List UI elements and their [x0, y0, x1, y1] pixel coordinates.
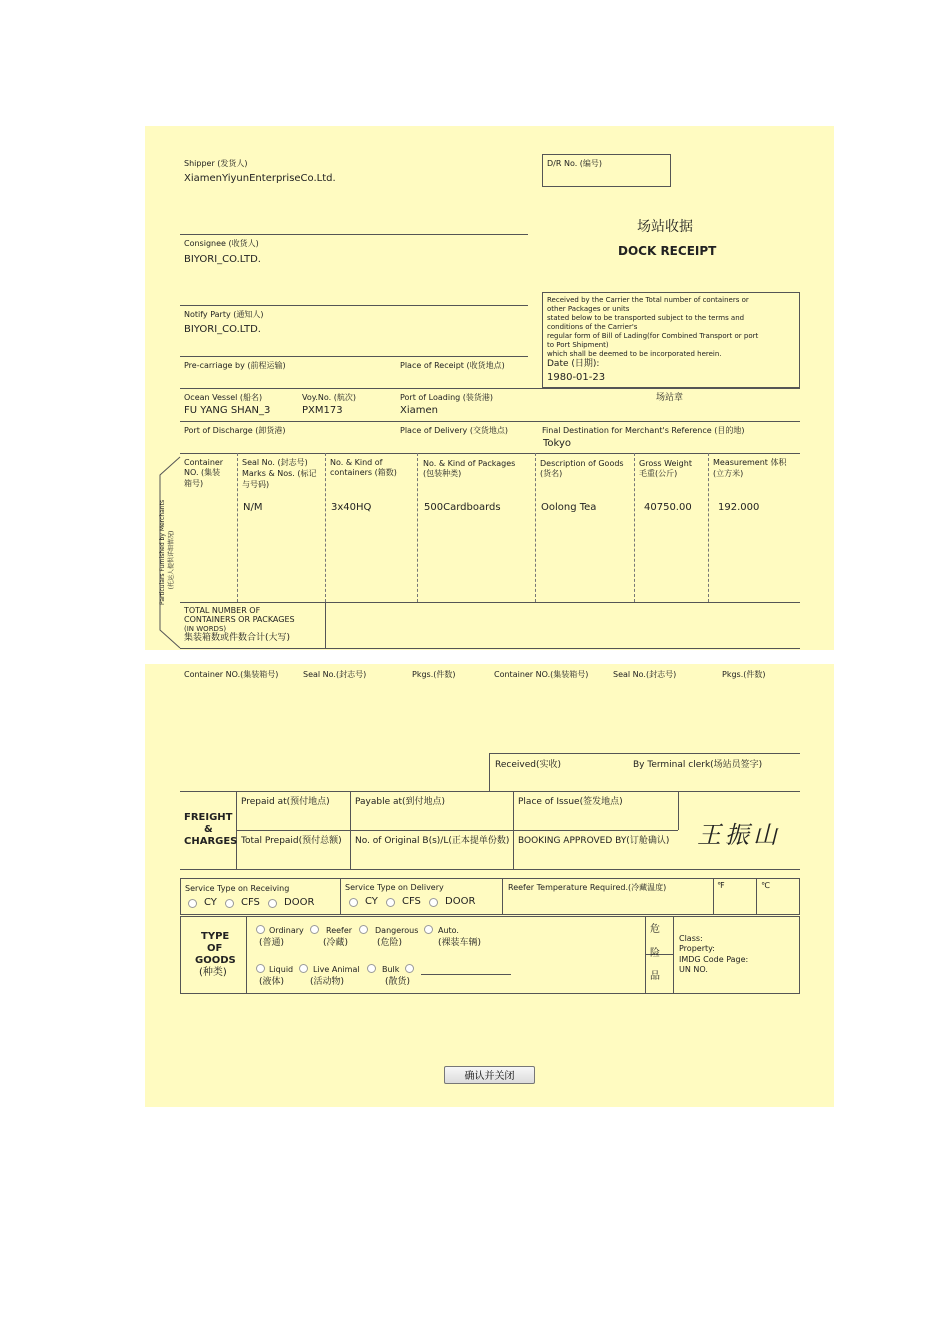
dangerous-label: Dangerous — [375, 926, 419, 935]
hdr-seal-no-2: Marks & Nos. (标记 — [242, 469, 317, 478]
receiving-door-radio[interactable] — [268, 899, 277, 908]
type-label-2: OF — [207, 943, 223, 954]
place-of-receipt-label: Place of Receipt (收货地点) — [400, 361, 505, 370]
liquid-radio[interactable] — [256, 964, 265, 973]
service-delivery-label: Service Type on Delivery — [345, 883, 444, 892]
hdr-description-1: Description of Goods — [540, 459, 624, 468]
column-divider — [325, 453, 326, 602]
ocean-vessel-value: FU YANG SHAN_3 — [184, 405, 271, 416]
unit-celsius: ℃ — [761, 881, 770, 890]
side-note-line-2: (托运人提供详细情况) — [168, 530, 175, 590]
cargo-packages: 500Cardboards — [424, 502, 501, 513]
column-divider — [713, 878, 714, 915]
un-no-label: UN NO. — [679, 965, 708, 974]
cargo-gross-weight: 40750.00 — [644, 502, 692, 513]
column-divider — [708, 453, 709, 602]
hdr-packages-2: (包装种类) — [423, 469, 462, 478]
danger-char-2: 险 — [650, 948, 660, 959]
station-stamp-label: 场站章 — [656, 393, 684, 403]
divider — [180, 869, 800, 870]
terms-line-7: which shall be deemed to be incorporated herein. — [547, 350, 722, 358]
column-divider — [634, 453, 635, 602]
container-no-col-2: Container NO.(集装箱号) — [494, 670, 589, 679]
hdr-gross-weight-1: Gross Weight — [639, 459, 692, 468]
auto-radio[interactable] — [424, 925, 433, 934]
divider — [180, 421, 800, 422]
danger-char-1: 危 — [650, 924, 660, 935]
terms-line-3: stated below to be transported subject to the terms and — [547, 314, 745, 322]
port-of-loading-label: Port of Loading (装货港) — [400, 393, 494, 402]
hdr-seal-no-1: Seal No. (封志号) — [242, 458, 308, 467]
receiving-cy-radio[interactable] — [188, 899, 197, 908]
bulk-cn-label: (散货) — [385, 977, 411, 987]
other-radio[interactable] — [405, 964, 414, 973]
reefer-label: Reefer — [326, 926, 353, 935]
notify-label: Notify Party (通知人) — [184, 310, 264, 319]
delivery-cfs-label: CFS — [402, 896, 421, 907]
port-of-loading-value: Xiamen — [400, 405, 438, 416]
received-label: Received(实收) — [495, 760, 561, 770]
reefer-temp-label: Reefer Temperature Required.(冷藏温度) — [508, 883, 667, 892]
divider — [180, 234, 528, 235]
pre-carriage-label: Pre-carriage by (前程运输) — [184, 361, 286, 370]
seal-no-col-1: Seal No.(封志号) — [303, 670, 367, 679]
delivery-cy-radio[interactable] — [349, 898, 358, 907]
divider — [180, 453, 800, 454]
booking-approved-label: BOOKING APPROVED BY(订舱确认) — [518, 836, 670, 846]
terms-line-1: Received by the Carrier the Total number of containers or — [547, 296, 749, 304]
divider — [180, 356, 528, 357]
pkgs-col-2: Pkgs.(件数) — [722, 670, 766, 679]
property-label: Property: — [679, 944, 715, 953]
freight-label-2: & — [204, 824, 213, 835]
final-destination-value: Tokyo — [543, 438, 571, 449]
hdr-no-containers-2: containers (箱数) — [330, 468, 397, 477]
receipt-date-label: Date (日期): — [547, 359, 600, 369]
hdr-description-2: (货名) — [540, 469, 563, 478]
delivery-door-radio[interactable] — [429, 898, 438, 907]
live-animal-radio[interactable] — [299, 964, 308, 973]
column-divider — [756, 878, 757, 915]
total-number-line-3: (IN WORDS) — [184, 625, 227, 633]
booking-signature: 王振山 — [697, 821, 781, 849]
ordinary-label: Ordinary — [269, 926, 304, 935]
column-divider — [535, 453, 536, 602]
receiving-cfs-radio[interactable] — [225, 899, 234, 908]
shipper-value: XiamenYiyunEnterpriseCo.Ltd. — [184, 173, 336, 184]
container-no-col-1: Container NO.(集装箱号) — [184, 670, 279, 679]
seal-no-col-2: Seal No.(封志号) — [613, 670, 677, 679]
hdr-container-no-1: Container — [184, 458, 224, 467]
hdr-container-no-2: NO. (集装 — [184, 468, 221, 477]
original-bl-label: No. of Original B(s)/L(正本提单份数) — [355, 836, 510, 846]
dr-no-label: D/R No. (编号) — [547, 159, 603, 168]
reefer-cn-label: (冷藏) — [323, 938, 349, 948]
freight-label-1: FREIGHT — [184, 812, 233, 823]
consignee-label: Consignee (收货人) — [184, 239, 259, 248]
side-note — [159, 499, 175, 605]
column-divider — [489, 753, 490, 791]
column-divider — [673, 916, 674, 994]
divider — [236, 830, 678, 831]
terms-line-2: other Packages or units — [547, 305, 630, 313]
terminal-clerk-label: By Terminal clerk(场站员签字) — [633, 760, 763, 770]
receiving-cfs-label: CFS — [241, 897, 260, 908]
column-divider — [645, 916, 646, 994]
ordinary-radio[interactable] — [256, 925, 265, 934]
danger-char-3: 品 — [650, 971, 660, 982]
divider — [180, 602, 800, 603]
reefer-radio[interactable] — [310, 925, 319, 934]
other-goods-line[interactable] — [421, 974, 511, 975]
divider — [180, 388, 800, 389]
prepaid-at-label: Prepaid at(预付地点) — [241, 797, 330, 807]
freight-label-3: CHARGES — [184, 836, 238, 847]
receiving-door-label: DOOR — [284, 897, 315, 908]
side-note-line-1: Particulars Furnished by Merchants — [159, 499, 166, 605]
column-divider — [325, 602, 326, 648]
hdr-gross-weight-2: 毛重(公斤) — [639, 469, 678, 478]
total-number-line-1: TOTAL NUMBER OF — [184, 606, 261, 615]
title-cn: 场站收据 — [637, 219, 693, 235]
bulk-label: Bulk — [382, 965, 400, 974]
auto-label: Auto. — [438, 926, 459, 935]
column-divider — [237, 453, 238, 602]
class-label: Class: — [679, 934, 703, 943]
hdr-seal-no-3: 与号码) — [242, 480, 270, 489]
hdr-packages-1: No. & Kind of Packages — [423, 459, 516, 468]
column-divider — [678, 791, 679, 830]
delivery-cfs-radio[interactable] — [386, 898, 395, 907]
place-of-issue-label: Place of Issue(签发地点) — [518, 797, 623, 807]
bulk-radio[interactable] — [367, 964, 376, 973]
voy-no-label: Voy.No. (航次) — [302, 393, 356, 402]
type-label-3: GOODS — [195, 955, 236, 966]
cargo-description: Oolong Tea — [541, 502, 597, 513]
live-animal-cn-label: (活动物) — [310, 977, 345, 987]
type-label-4: (种类) — [199, 967, 227, 978]
column-divider — [417, 453, 418, 602]
column-divider — [246, 916, 247, 994]
consignee-value: BIYORI_CO.LTD. — [184, 254, 261, 265]
type-label-1: TYPE — [201, 931, 230, 942]
hdr-container-no-3: 箱号) — [184, 479, 204, 488]
live-animal-label: Live Animal — [313, 965, 360, 974]
hdr-measurement-2: (立方米) — [713, 469, 744, 478]
dangerous-radio[interactable] — [359, 925, 368, 934]
ordinary-cn-label: (普通) — [259, 938, 285, 948]
total-number-line-2: CONTAINERS OR PACKAGES — [184, 615, 295, 624]
terms-line-4: conditions of the Carrier's — [547, 323, 638, 331]
confirm-close-button[interactable]: 确认并关闭 — [444, 1066, 535, 1084]
payable-at-label: Payable at(到付地点) — [355, 797, 446, 807]
delivery-cy-label: CY — [365, 896, 378, 907]
hdr-no-containers-1: No. & Kind of — [330, 458, 383, 467]
ocean-vessel-label: Ocean Vessel (船名) — [184, 393, 263, 402]
divider — [489, 753, 800, 754]
unit-fahrenheit: ℉ — [717, 881, 725, 890]
notify-value: BIYORI_CO.LTD. — [184, 324, 261, 335]
imdg-label: IMDG Code Page: — [679, 955, 749, 964]
delivery-door-label: DOOR — [445, 896, 476, 907]
divider — [180, 648, 800, 649]
divider — [180, 305, 528, 306]
liquid-label: Liquid — [269, 965, 294, 974]
total-number-line-4: 集装箱数或件数合计(大写) — [184, 633, 291, 643]
place-of-delivery-label: Place of Delivery (交货地点) — [400, 426, 509, 435]
pkgs-col-1: Pkgs.(件数) — [412, 670, 456, 679]
dangerous-cn-label: (危险) — [377, 938, 403, 948]
shipper-label: Shipper (发货人) — [184, 159, 248, 168]
voy-no-value: PXM173 — [302, 405, 343, 416]
port-of-discharge-label: Port of Discharge (卸货港) — [184, 426, 286, 435]
hdr-measurement-1: Measurement 体积 — [713, 458, 787, 467]
title-en: DOCK RECEIPT — [618, 244, 717, 258]
auto-cn-label: (裸装车辆) — [438, 938, 482, 948]
liquid-cn-label: (液体) — [259, 977, 285, 987]
receiving-cy-label: CY — [204, 897, 217, 908]
divider — [180, 791, 800, 792]
terms-line-5: regular form of Bill of Lading(for Combined Transport or port — [547, 332, 759, 340]
cargo-measurement: 192.000 — [718, 502, 760, 513]
terms-line-6: to Port Shipment) — [547, 341, 609, 349]
service-receiving-label: Service Type on Receiving — [185, 884, 290, 893]
total-prepaid-label: Total Prepaid(预付总额) — [241, 836, 342, 846]
final-destination-label: Final Destination for Merchant's Reference (目的地) — [542, 426, 745, 435]
cargo-seal-no: N/M — [243, 502, 263, 513]
cargo-no-containers: 3x40HQ — [331, 502, 372, 513]
receipt-date-value: 1980-01-23 — [547, 372, 606, 383]
